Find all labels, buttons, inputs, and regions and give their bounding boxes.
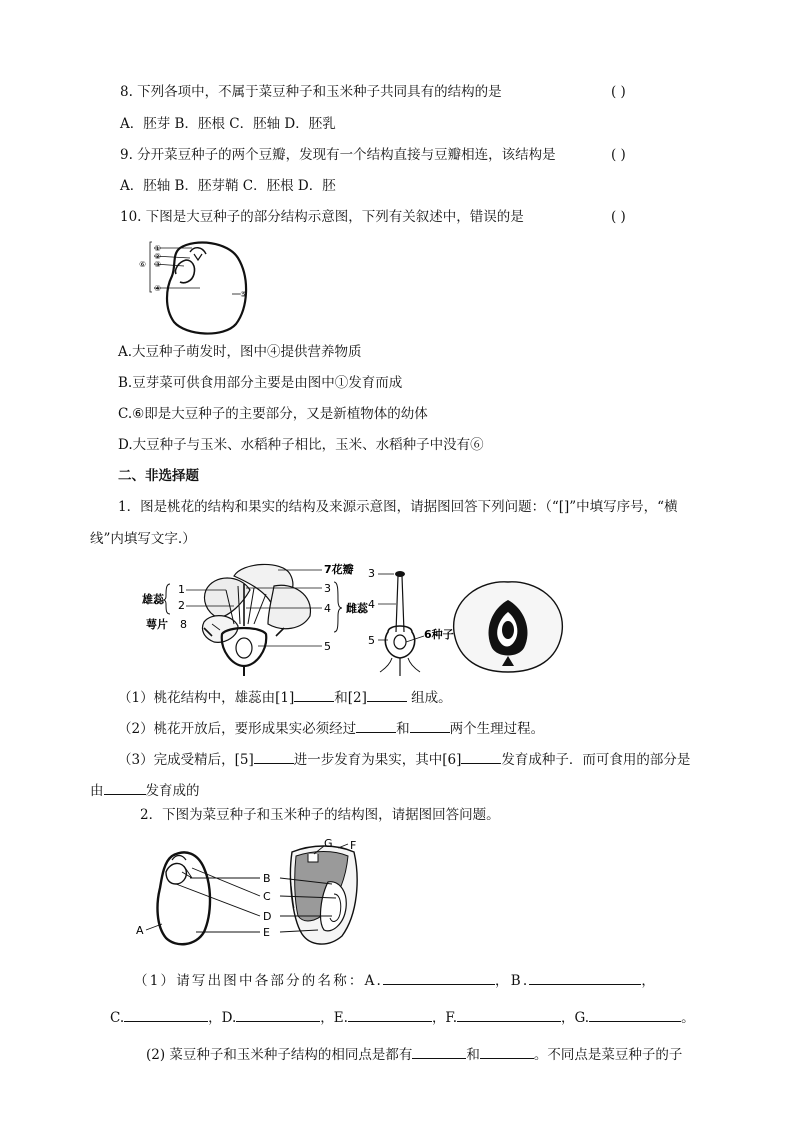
p2-q2-line bbox=[146, 1045, 682, 1064]
p1-q3-text-c: 发育成种子．而可食用的部分是 bbox=[501, 752, 691, 768]
p2-q1-c-label: C. bbox=[110, 1010, 125, 1026]
p2-q2-text-b: 和 bbox=[466, 1047, 480, 1063]
section-title: 二、非选择题 bbox=[118, 468, 199, 484]
p2-q1-blank-c[interactable] bbox=[124, 1008, 208, 1022]
p1-q3-blank-2[interactable] bbox=[461, 750, 501, 764]
p2-q1-d-label: ，D. bbox=[208, 1010, 237, 1026]
fig2-label-f: F bbox=[350, 839, 357, 852]
q10-option-a: A.大豆种子萌发时，图中④提供营养物质 bbox=[118, 344, 362, 360]
soybean-seed-figure bbox=[136, 236, 268, 338]
p2-q1-f-label: ，F. bbox=[431, 1010, 457, 1026]
fig2-label-e: E bbox=[263, 926, 270, 939]
q8-options: A．胚芽 B．胚根 C．胚轴 D．胚乳 bbox=[120, 116, 336, 132]
p2-q1-line1 bbox=[134, 971, 657, 990]
p2-q1-blank-g[interactable] bbox=[589, 1008, 681, 1022]
p1-q2-text-a: （2）桃花开放后，要形成果实必须经过 bbox=[118, 721, 357, 737]
q10-option-b: B.豆芽菜可供食用部分主要是由图中①发育而成 bbox=[118, 375, 403, 391]
fig10-label-3: ③ bbox=[154, 260, 162, 269]
fig2-label-a: A bbox=[136, 924, 144, 937]
p2-q1-text-a: （1）请写出图中各部分的名称：A. bbox=[134, 973, 384, 989]
fig1-num-1: 1 bbox=[178, 583, 185, 596]
p2-q2-blank-1[interactable] bbox=[412, 1045, 466, 1059]
fig1-num-3: 3 bbox=[324, 582, 331, 595]
p1-q1-text-b: 和[2] bbox=[334, 690, 367, 706]
p1-intro-line1: 1．图是桃花的结构和果实的结构及来源示意图，请据图回答下列问题：（“[]”中填写序号，“横 bbox=[118, 499, 678, 515]
p2-q1-text-b: ，B. bbox=[495, 973, 530, 989]
fig2-label-b: B bbox=[263, 872, 271, 885]
fig1-stamen-label: 雄蕊 bbox=[142, 593, 164, 606]
fig2-label-c: C bbox=[263, 890, 271, 903]
p1-q2-blank-2[interactable] bbox=[410, 719, 450, 733]
p2-q1-blank-b[interactable] bbox=[529, 971, 641, 985]
p1-q3-text-a: （3）完成受精后，[5] bbox=[118, 752, 254, 768]
p2-q1-end: 。 bbox=[681, 1010, 695, 1026]
fig1-sepal-num: 8 bbox=[180, 618, 187, 631]
p2-q1-blank-f[interactable] bbox=[457, 1008, 561, 1022]
fig1-num-5: 5 bbox=[324, 640, 331, 653]
fig10-label-5: ⑤ bbox=[240, 290, 248, 299]
p1-q1-text-c: 组成。 bbox=[406, 690, 452, 706]
q9-stem: 9. 分开菜豆种子的两个豆瓣，发现有一个结构直接与豆瓣相连，该结构是 bbox=[120, 147, 556, 163]
fig1-pistil-num-3: 3 bbox=[368, 567, 375, 580]
fig1-pistil-num-5: 5 bbox=[368, 634, 375, 647]
p1-q2-text-b: 和 bbox=[396, 721, 410, 737]
p2-q2-text-c: 。不同点是菜豆种子的子 bbox=[533, 1047, 683, 1063]
p2-q2-text-a: (2) 菜豆种子和玉米种子结构的相同点是都有 bbox=[146, 1047, 413, 1063]
p2-q1-blank-a[interactable] bbox=[383, 971, 495, 985]
p2-q1-line2 bbox=[110, 1008, 695, 1027]
p2-q1-blank-d[interactable] bbox=[236, 1008, 320, 1022]
p1-q3-line bbox=[118, 750, 690, 769]
fig1-num-4: 4 bbox=[324, 602, 331, 615]
p1-q3-blank-1[interactable] bbox=[254, 750, 294, 764]
fig1-seed-label: 6种子 bbox=[424, 628, 454, 641]
q10-option-d: D.大豆种子与玉米、水稻种子相比，玉米、水稻种子中没有⑥ bbox=[118, 437, 484, 453]
p2-q1-text-c: ， bbox=[641, 973, 658, 989]
p1-q3-blank-3[interactable] bbox=[104, 781, 146, 795]
p1-q2-blank-1[interactable] bbox=[356, 719, 396, 733]
p2-q1-blank-e[interactable] bbox=[348, 1008, 432, 1022]
fig1-sepal-label: 萼片 bbox=[146, 618, 168, 631]
p2-q1-g-label: ，G. bbox=[561, 1010, 590, 1026]
fig1-pistil-num-4: 4 bbox=[368, 598, 375, 611]
q10-option-c: C.⑥即是大豆种子的主要部分，又是新植物体的幼体 bbox=[118, 406, 428, 422]
p1-q3-text-e: 发育成的 bbox=[145, 783, 200, 799]
q9-answer-paren: ( ) bbox=[611, 147, 626, 163]
peach-flower-figure bbox=[142, 560, 572, 678]
p1-q2-line bbox=[118, 719, 544, 738]
p2-q1-e-label: ，E. bbox=[320, 1010, 348, 1026]
p1-q1-blank-1[interactable] bbox=[294, 688, 334, 702]
p1-q3-line2 bbox=[90, 781, 200, 800]
p1-q2-text-c: 两个生理过程。 bbox=[449, 721, 545, 737]
q8-stem: 8. 下列各项中，不属于菜豆种子和玉米种子共同具有的结构的是 bbox=[120, 84, 502, 100]
fig1-num-2: 2 bbox=[178, 599, 185, 612]
q9-options: A．胚轴 B．胚芽鞘 C．胚根 D．胚 bbox=[120, 178, 336, 194]
q10-answer-paren: ( ) bbox=[611, 209, 626, 225]
fig1-pistil-label: 雌蕊 bbox=[346, 602, 368, 615]
fig1-petal-label: 7花瓣 bbox=[324, 563, 354, 576]
fig10-label-2: ② bbox=[154, 252, 162, 261]
fig2-label-d: D bbox=[263, 910, 272, 923]
p1-q3-text-b: 进一步发育为果实，其中[6] bbox=[293, 752, 462, 768]
fig10-label-6: ⑥ bbox=[139, 260, 147, 269]
fig10-label-1: ① bbox=[154, 244, 162, 253]
p1-intro-line2: 线”内填写文字.） bbox=[90, 531, 196, 547]
p1-q1-line bbox=[118, 688, 452, 707]
p1-q1-text-a: （1）桃花结构中，雄蕊由[1] bbox=[118, 690, 295, 706]
p1-q1-blank-2[interactable] bbox=[367, 688, 407, 702]
fig2-label-g: G bbox=[324, 838, 333, 850]
fig10-label-4: ④ bbox=[154, 284, 162, 293]
p1-q3-text-d: 由 bbox=[90, 783, 104, 799]
q8-answer-paren: ( ) bbox=[611, 84, 626, 100]
q10-stem: 10. 下图是大豆种子的部分结构示意图，下列有关叙述中，错误的是 bbox=[120, 209, 524, 225]
bean-corn-seed-figure bbox=[132, 838, 382, 950]
p2-intro: 2．下图为菜豆种子和玉米种子的结构图，请据图回答问题。 bbox=[140, 807, 500, 823]
p2-q2-blank-2[interactable] bbox=[480, 1045, 534, 1059]
